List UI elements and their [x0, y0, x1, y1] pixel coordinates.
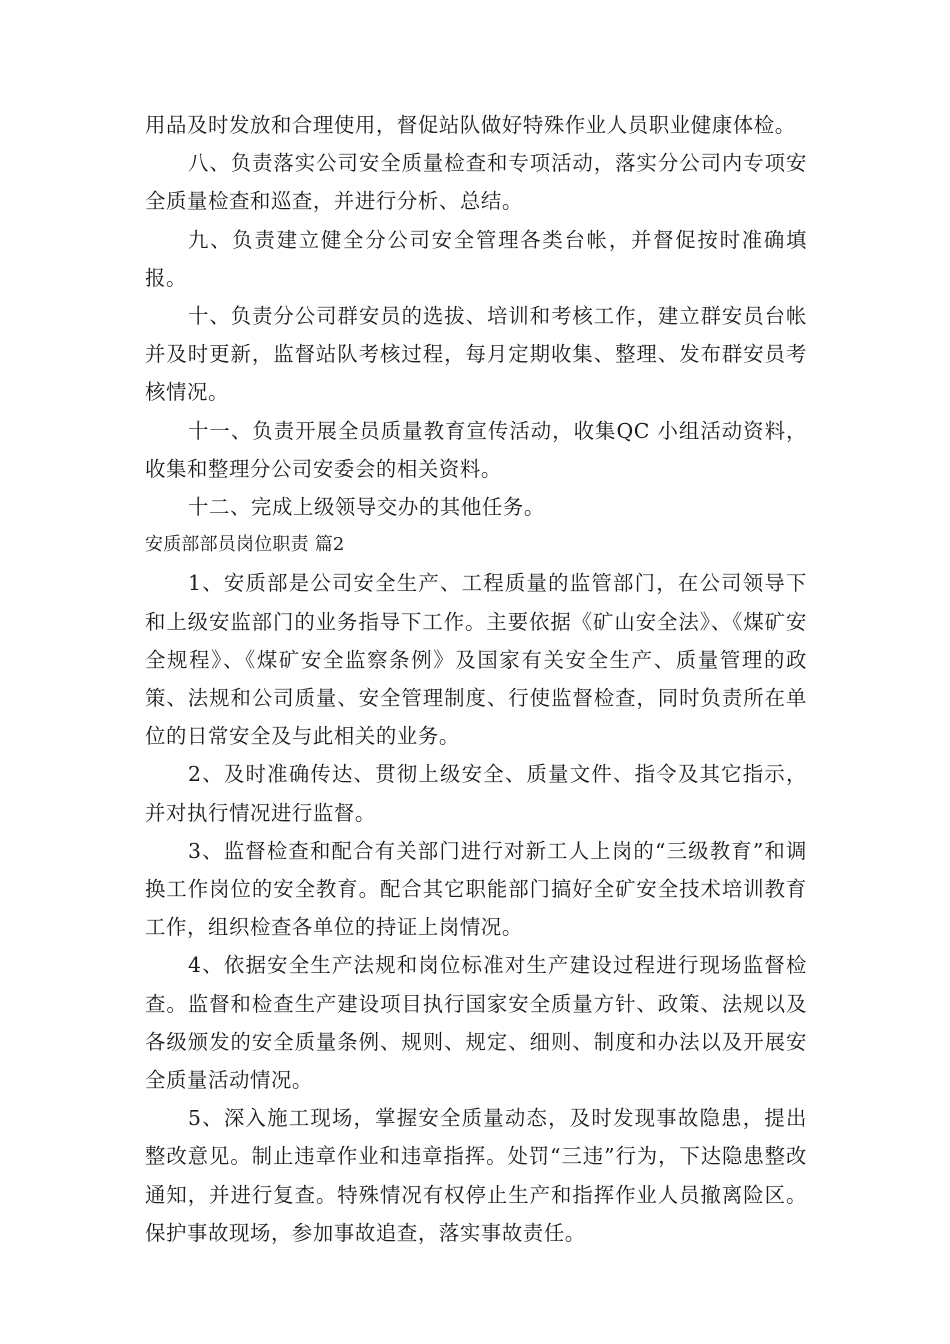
paragraph-item-11: 十一、负责开展全员质量教育宣传活动，收集QC 小组活动资料，收集和整理分公司安委会的相关资料。	[145, 418, 807, 481]
paragraph-item-1: 1、安质部是公司安全生产、工程质量的监管部门，在公司领导下和上级安监部门的业务指导下工作。主要依据《矿山安全法》、《煤矿安全规程》、《煤矿安全监察条例》及国家有关安全生产、质量管理的政策、法规和公司质量、安全管理制度、行使监督检查，同时负责所在单位的日常安全及与此相关的业务。	[145, 571, 807, 749]
section-heading: 安质部部员岗位职责 篇2	[145, 534, 345, 556]
paragraph-item-12: 十二、完成上级领导交办的其他任务。	[188, 495, 545, 520]
paragraph-item-9: 九、负责建立健全分公司安全管理各类台帐，并督促按时准确填报。	[145, 227, 807, 290]
paragraph-item-10: 十、负责分公司群安员的选拔、培训和考核工作，建立群安员台帐并及时更新，监督站队考核过程，每月定期收集、整理、发布群安员考核情况。	[145, 304, 807, 405]
paragraph-item-3: 3、监督检查和配合有关部门进行对新工人上岗的“三级教育”和调换工作岗位的安全教育。配合其它职能部门搞好全矿安全技术培训教育工作，组织检查各单位的持证上岗情况。	[145, 838, 807, 940]
paragraph-item-4: 4、依据安全生产法规和岗位标准对生产建设过程进行现场监督检查。监督和检查生产建设项目执行国家安全质量方针、政策、法规以及各级颁发的安全质量条例、规则、规定、细则、制度和办法以及开展安全质量活动情况。	[145, 953, 807, 1093]
paragraph-continuation: 用品及时发放和合理使用，督促站队做好特殊作业人员职业健康体检。	[145, 113, 796, 137]
paragraph-item-2: 2、及时准确传达、贯彻上级安全、质量文件、指令及其它指示，并对执行情况进行监督。	[145, 762, 807, 825]
paragraph-item-5: 5、深入施工现场，掌握安全质量动态，及时发现事故隐患，提出整改意见。制止违章作业和违章指挥。处罚“三违”行为，下达隐患整改通知，并进行复查。特殊情况有权停止生产和指挥作业人员撤离险区。保护事故现场，参加事故追查，落实事故责任。	[145, 1106, 807, 1245]
document-body	[145, 106, 807, 1252]
paragraph-item-8: 八、负责落实公司安全质量检查和专项活动，落实分公司内专项安全质量检查和巡查，并进行分析、总结。	[145, 151, 807, 214]
